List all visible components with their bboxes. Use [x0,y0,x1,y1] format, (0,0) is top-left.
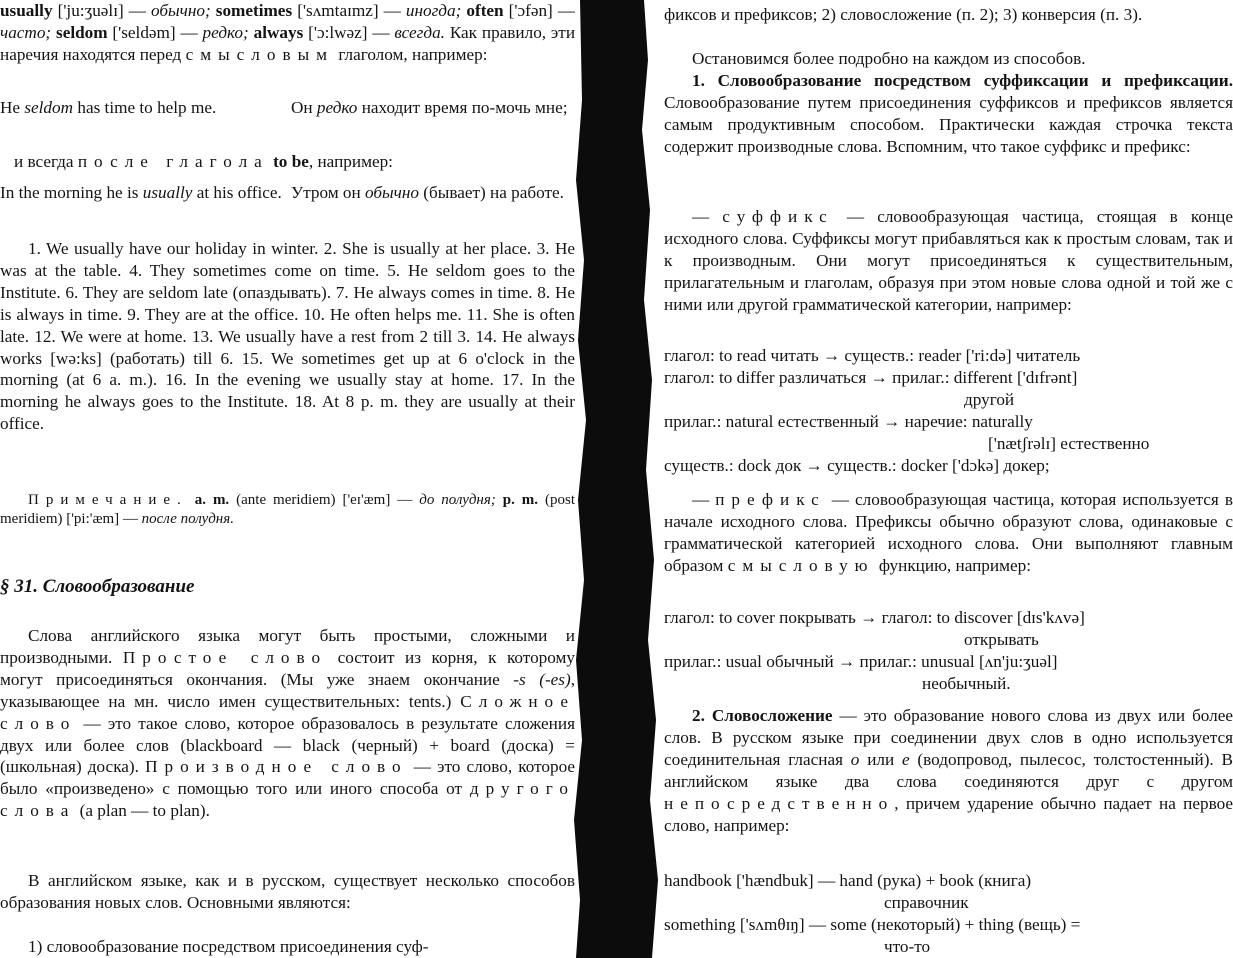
methods-text: В английском языке, как и в русском, существует несколько способов образования новых слов. Основными являются: [0,871,575,912]
suffix-example-translation: ['nætʃrəlɪ] естественно [988,433,1150,453]
compounding-text: 2. Словосложение — это образование нового слова из двух или более слов. В русском языке при соединении двух слов в одно используется соединительная гласная о или е (водопровод, пылесос, толстостенный). В английском языке два слова соединяются друг с другом непосредственно, причем ударение обычно падает на первое слово, например: [664,706,1233,835]
continuation-paragraph [664,4,1233,26]
example-en: In the morning he is usually at his office. [0,183,282,202]
prefix-definition-text: — префикс — словообразующая частица, которая используется в начале исходного слова. Префиксы обычно образуют слова, одинаковые с грамматической категорией исходного слова. Они выполняют главным образом смысловую функцию, например: [664,490,1233,575]
prefix-example-translation: открывать [964,629,1039,649]
left-page [0,0,575,958]
example-seldom [0,97,575,141]
example-ru: Утром он обычно (бывает) на работе. [291,183,564,202]
after-be-line [0,151,575,173]
word-types-text: Слова английского языка могут быть простыми, сложными и производными. Простое слово состоит из корня, к которому могут присоединяться окончания. (Мы уже знаем окончание -s (-es), указывающее на мн. число имен существительных: tents.) Сложное слово — это такое слово, которое образовалось в результате сложения двух или более слов (blackboard — black (черный) + board (доска) = (школьная) доска). Производное слово — это слово, которое было «произведено» с помощью того или иного способа от другого слова (a plan — to plan). [0,626,575,821]
example-usually [0,182,575,226]
example-en: He seldom has time to help me. [0,98,217,117]
suffixation-section [664,70,1233,158]
exercise-text: 1. We usually have our holiday in winter. 2. She is usually at her place. 3. He was at the table. 4. They sometimes come on time. 5. He seldom goes to the Institute. 6. They are seldom late (опаздывать). 7. He always comes in time. 8. He is always in time. 9. They are at the office. 10. He often helps me. 11. She is often late. 12. We were at home. 13. We usually have a rest from 2 till 3. 14. He always works [wə:ks] (работать) till 6. 15. We sometimes get up at 6 o'clock in the morning (at 6 a. m.). 16. In the evening we usually stay at home. 17. In the morning he always goes to the Institute. 18. At 8 p. m. they are usually at their office. [0,239,575,434]
methods-list-start [0,936,575,958]
continuation-text: фиксов и префиксов; 2) словосложение (п. 2); 3) конверсия (п. 3). [664,5,1143,24]
after-be-text: и всегда после глагола to be, например: [14,152,393,171]
intro-paragraph [664,48,1233,70]
suffix-examples [664,345,1233,476]
suffix-example: глагол: to differ различаться → прилаг.: different ['dɪfrənt] [664,367,1078,387]
compounding-section [664,705,1233,836]
adverbs-paragraph [0,0,575,66]
compound-example-translation: что-то [884,936,931,956]
compound-example-translation: справочник [884,892,969,912]
prefix-examples [664,607,1233,695]
methods-list-text: 1) словообразование посредством присоединения суф- [28,937,429,956]
adverbs-text: usually ['ju:ʒuəlɪ] — обычно; sometimes ['sʌmtaɪmz] — иногда; often ['ɔfən] — часто; seldom ['seldəm] — редко; always ['ɔ:lwəz] — всегда. Как правило, эти наречия находятся перед смысловым глаголом, например: [0,1,575,64]
example-ru: Он редко находит время по-мочь мне; [291,98,568,117]
section-title: § 31. Словообразование [0,576,195,597]
suffix-example-translation: другой [964,389,1015,409]
note-paragraph [0,491,575,529]
prefix-example: глагол: to cover покрывать → глагол: to discover [dɪs'kʌvə] [664,608,1085,627]
right-page [664,0,1233,958]
suffix-definition [664,206,1233,316]
suffixation-text: 1. Словообразование посредством суффиксации и префиксации. Словообразование путем присоединения суффиксов и префиксов является самым продуктивным способом. Практически каждая строчка текста содержит производные слова. Вспомним, что такое суффикс и префикс: [664,71,1233,156]
prefix-example: прилаг.: usual обычный → прилаг.: unusual [ʌn'ju:ʒuəl] [664,651,1058,671]
suffix-example: глагол: to read читать → существ.: reader ['ri:də] читатель [664,346,1081,365]
suffix-example: прилаг.: natural естественный → наречие: naturally [664,411,1033,431]
compound-examples [664,870,1233,958]
suffix-example: существ.: dock док → существ.: docker ['dɔkə] докер; [664,455,1050,475]
suffix-definition-text: — суффикс — словообразующая частица, стоящая в конце исходного слова. Суффиксы могут прибавляться как к простым словам, так и к производным. Они могут присоединяться к существительным, прилагательным и глаголам, образуя при этом новые слова одной и той же с ними или другой грамматической категории, например: [664,207,1233,314]
note-text: Примечание. a. m. (ante meridiem) ['eɪ'æm] — до полудня; p. m. (post meridiem) ['pi:'æm] — после полудня. [0,492,575,527]
intro-text: Остановимся более подробно на каждом из способов. [692,49,1086,68]
compound-example: handbook ['hændbuk] — hand (рука) + book (книга) [664,871,1032,890]
word-types-paragraph [0,625,575,822]
section-heading [0,576,575,598]
methods-paragraph [0,870,575,914]
prefix-definition [664,489,1233,577]
prefix-example-translation: необычный. [922,673,1011,693]
page-gutter-shadow [574,0,666,958]
exercise-paragraph [0,238,575,435]
compound-example: something ['sʌmθɪŋ] — some (некоторый) + thing (вещь) = [664,914,1081,934]
